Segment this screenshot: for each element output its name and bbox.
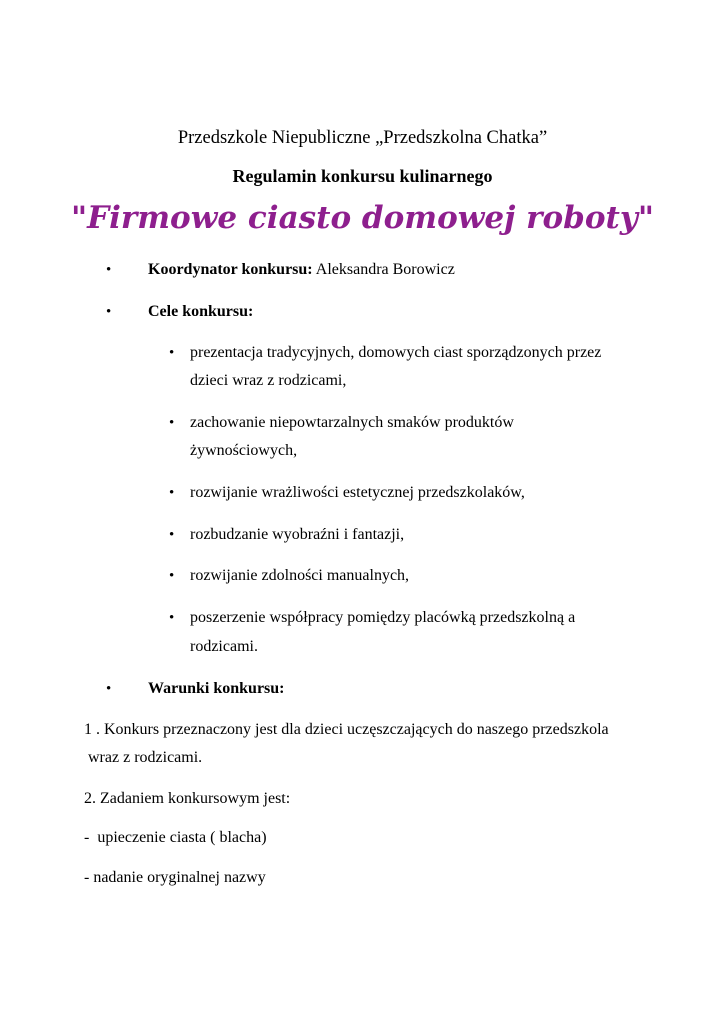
goal-item: poszerzenie współpracy pomiędzy placówką przedszkolną a [190,609,576,626]
regulation-title: Regulamin konkursu kulinarnego [232,166,493,186]
condition-paragraph-2: 2. Zadaniem konkursowym jest: [84,790,291,807]
goal-item: zachowanie niepowtarzalnych smaków produktów [190,414,514,431]
conditions-label: Warunki konkursu: [148,680,285,697]
goal-item: rozbudzanie wyobraźni i fantazji, [190,526,405,543]
coordinator-name: Aleksandra Borowicz [315,261,455,278]
school-name: Przedszkole Niepubliczne „Przedszkolna Chatka” [177,128,548,148]
goal-item: rozwijanie wrażliwości estetycznej przedszkolaków, [190,484,525,501]
goal-item-continued: rodzicami. [190,638,258,655]
task-item: - upieczenie ciasta ( blacha) [84,829,267,846]
goal-item-continued: dzieci wraz z rodzicami, [190,372,347,389]
coordinator-line [148,261,455,279]
bullet-marker: • [106,681,112,697]
goal-item: prezentacja tradycyjnych, domowych ciast sporządzonych przez [190,344,602,361]
bullet-marker: • [106,304,112,320]
contest-title: "Firmowe ciasto domowej roboty" [70,200,655,236]
goals-label: Cele konkursu: [148,303,254,320]
coordinator-label: Koordynator konkursu: [148,261,313,278]
goal-item: rozwijanie zdolności manualnych, [190,567,410,584]
condition-paragraph-1-continued: wraz z rodzicami. [84,749,203,766]
sub-bullet-marker: • [169,345,175,361]
sub-bullet-marker: • [169,527,175,543]
sub-bullet-marker: • [169,610,175,626]
goal-item-continued: żywnościowych, [190,442,298,459]
sub-bullet-marker: • [169,415,175,431]
sub-bullet-marker: • [169,568,175,584]
condition-paragraph-1: 1 . Konkurs przeznaczony jest dla dzieci uczęszczających do naszego przedszkola [84,721,609,738]
bullet-marker: • [106,262,112,278]
task-item: - nadanie oryginalnej nazwy [84,869,266,886]
sub-bullet-marker: • [169,485,175,501]
